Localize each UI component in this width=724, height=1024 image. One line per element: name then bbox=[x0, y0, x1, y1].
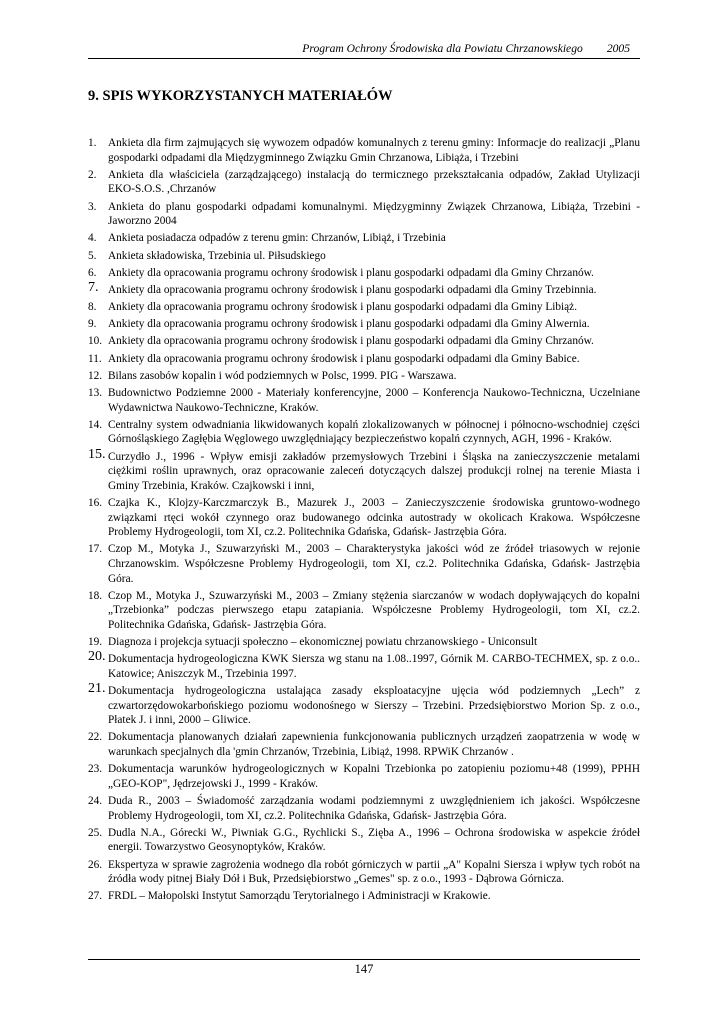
running-header bbox=[88, 42, 640, 55]
reference-text: FRDL – Małopolski Instytut Samorządu Terytorialnego i Administracji w Krakowie. bbox=[108, 890, 491, 903]
reference-text: Czajka K., Klojzy-Karczmarczyk B., Mazurek J., 2003 – Zanieczyszczenie środowiska gruntowo-wodnego związkami rtęci wokół czynnego oraz budowanego odcinka autostrady w okolicach Krakowa. Współczesne Problemy Hydrogeologii, tom XI, cz.2. Politechnika Gdańska, Gdańsk- Jastrzębia Góra. bbox=[108, 496, 640, 539]
reference-text: Czop M., Motyka J., Szuwarzyński M., 2003 – Zmiany stężenia siarczanów w wodach dopływających do kopalni „Trzebionka” podczas pierwszego etapu zatapiania. Współczesne Problemy Hydrogeologii, tom XI, cz.2. Politechnika Gdańska, Gdańsk- Jastrzębia Góra. bbox=[108, 589, 640, 631]
reference-number: 5. bbox=[88, 249, 97, 262]
reference-item bbox=[88, 266, 640, 281]
reference-item bbox=[88, 681, 640, 728]
reference-item bbox=[88, 542, 640, 586]
reference-number: 13. bbox=[88, 387, 103, 400]
reference-text: Duda R., 2003 – Świadomość zarządzania wodami podziemnymi z uwzględnieniem ich jakości. Współczesne Problemy Hydrogeologii, tom XI, cz.2. Politechnika Gdańska, Gdańsk- Jastrzębia Góra. bbox=[108, 795, 640, 822]
reference-item bbox=[88, 649, 640, 681]
reference-text: Czop M., Motyka J., Szuwarzyński M., 2003 – Charakterystyka jakości wód ze źródeł triasowych w rejonie Chrzanowskim. Współczesne Problemy Hydrogeologii, tom XI, cz.2. Politechnika Gdańska, Gdańsk- Jastrzębia Góra. bbox=[108, 543, 640, 585]
reference-item bbox=[88, 249, 640, 264]
reference-item bbox=[88, 352, 640, 367]
reference-item bbox=[88, 730, 640, 759]
reference-text: Dokumentacja hydrogeologiczna KWK Siersza wg stanu na 1.08..1997, Górnik M. CARBO-TECHMEX, sp. z o.o.. Katowice; Aniszczyk M., Trzebinia 1997. bbox=[108, 653, 640, 680]
reference-text: Dudla N.A., Górecki W., Piwniak G.G., Rychlicki S., Zięba A., 1996 – Ochrona środowiska w aspekcie źródeł energii. Towarzystwo Geosynoptyków, Kraków. bbox=[108, 826, 640, 854]
reference-item bbox=[88, 589, 640, 633]
reference-item bbox=[88, 889, 640, 904]
reference-number: 4. bbox=[88, 232, 97, 245]
reference-number: 25. bbox=[88, 826, 103, 839]
reference-number: 15. bbox=[88, 446, 106, 462]
header-title: Program Ochrony Środowiska dla Powiatu Chrzanowskiego bbox=[302, 42, 583, 55]
reference-list bbox=[88, 136, 640, 907]
reference-number: 18. bbox=[88, 589, 103, 602]
section-title: 9. SPIS WYKORZYSTANYCH MATERIAŁÓW bbox=[88, 88, 393, 104]
reference-number: 9. bbox=[88, 318, 97, 331]
reference-text: Dokumentacja hydrogeologiczna ustalająca zasady eksploatacyjne ujęcia wód podziemnych „Lech” z czwartorzędowokarbońskiego poziomu wodonośnego w Sierszy – Trzebini. Przedsiębiorstwo Morion Sp. z o.o., Płatek J. i inni, 2000 – Gliwice. bbox=[108, 685, 640, 727]
reference-item bbox=[88, 418, 640, 447]
header-year: 2005 bbox=[606, 42, 630, 55]
reference-number: 22. bbox=[88, 731, 103, 744]
reference-item bbox=[88, 858, 640, 887]
reference-number: 1. bbox=[88, 137, 97, 149]
reference-number: 19. bbox=[88, 636, 103, 649]
reference-text: Ankieta dla firm zajmujących się wywozem odpadów komunalnych z terenu gminy: Informacje do realizacji „Planu gospodarki odpadami dla Międzygminnego Związku Gmin Chrzanowa, Libiąża, i Trzebini bbox=[108, 137, 640, 164]
reference-text: Dokumentacja warunków hydrogeologicznych w Kopalni Trzebionka po zatopieniu poziomu+48 (1999), PPHH „GEO-KOP", Jędrzejowski J., 1999 - Kraków. bbox=[108, 763, 640, 790]
reference-item bbox=[88, 334, 640, 349]
reference-text: Diagnoza i projekcja sytuacji społeczno – ekonomicznej powiatu chrzanowskiego - Uniconsult bbox=[108, 636, 538, 649]
reference-number: 17. bbox=[88, 543, 103, 556]
reference-text: Ankieta dla właściciela (zarządzającego) instalacją do termicznego przekształcania odpadów, Zakład Utylizacji EKO-S.O.S. ,Chrzanów bbox=[108, 168, 640, 196]
reference-item bbox=[88, 446, 640, 494]
reference-number: 14. bbox=[88, 418, 103, 431]
reference-text: Curzydło J., 1996 - Wpływ emisji zakładów przemysłowych Trzebini i Śląska na zanieczyszczenie metalami ciężkimi roślin uprawnych, oraz opracowanie zaleceń dotyczących dalszej produkcji rolnej na terenie Miasta i Gminy Trzebinia, Kraków. Czajkowski i inni, bbox=[108, 450, 640, 492]
reference-number: 12. bbox=[88, 369, 103, 382]
reference-item bbox=[88, 386, 640, 415]
reference-item bbox=[88, 794, 640, 823]
reference-text: Budownictwo Podziemne 2000 - Materiały konferencyjne, 2000 – Konferencja Naukowo-Techniczna, Uczelniane Wydawnictwa Naukowo-Techniczne, Kraków. bbox=[108, 387, 640, 414]
reference-text: Ankiety dla opracowania programu ochrony środowisk i planu gospodarki odpadami dla Gminy Babice. bbox=[108, 352, 580, 365]
reference-text: Ankiety dla opracowania programu ochrony środowisk i planu gospodarki odpadami dla Gminy Libiąż. bbox=[108, 301, 578, 314]
reference-number: 8. bbox=[88, 301, 97, 314]
reference-item bbox=[88, 300, 640, 315]
reference-text: Ankieta składowiska, Trzebinia ul. Piłsudskiego bbox=[108, 249, 326, 262]
reference-number: 3. bbox=[88, 200, 97, 213]
reference-text: Ankiety dla opracowania programu ochrony środowisk i planu gospodarki odpadami dla Gminy Alwernia. bbox=[108, 318, 590, 331]
reference-text: Ekspertyza w sprawie zagrożenia wodnego dla robót górniczych w partii „A" Kopalni Siersza i wpływ tych robót na źródła wody pitnej Biały Dół i Buk, Przedsiębiorstwo „Gemes" sp. z o.o., 1993 - Dąbrowa Górnicza. bbox=[108, 858, 640, 886]
reference-number: 6. bbox=[88, 266, 97, 279]
reference-number: 7. bbox=[88, 279, 99, 295]
reference-text: Bilans zasobów kopalin i wód podziemnych w Polsc, 1999. PIG - Warszawa. bbox=[108, 369, 457, 382]
reference-number: 10. bbox=[88, 335, 103, 348]
reference-item bbox=[88, 200, 640, 229]
reference-text: Ankiety dla opracowania programu ochrony środowisk i planu gospodarki odpadami dla Gminy Chrzanów. bbox=[108, 266, 594, 279]
reference-item bbox=[88, 762, 640, 791]
reference-item bbox=[88, 136, 640, 165]
reference-item bbox=[88, 635, 640, 650]
reference-number: 11. bbox=[88, 352, 102, 365]
reference-text: Dokumentacja planowanych działań zapewnienia funkcjonowania publicznych urządzeń zaopatrzenia w wodę w warunkach specjalnych dla 'gmin Chrzanów, Trzebinia, Libiąż, 1998. RPWiK Chrzanów . bbox=[108, 731, 640, 759]
reference-number: 2. bbox=[88, 168, 97, 181]
reference-text: Centralny system odwadniania likwidowanych kopalń zlokalizowanych w północnej i północno-wschodniej części Górnośląskiego Zagłębia Węglowego uwzględniający bezpieczeństwo kopalń czynnych, AGH, 1996 - Kraków. bbox=[108, 418, 640, 446]
reference-item bbox=[88, 369, 640, 384]
reference-number: 20. bbox=[88, 649, 106, 665]
reference-text: Ankieta posiadacza odpadów z terenu gmin: Chrzanów, Libiąż, i Trzebinia bbox=[108, 232, 446, 245]
reference-number: 24. bbox=[88, 795, 103, 807]
reference-item bbox=[88, 231, 640, 246]
reference-text: Ankieta do planu gospodarki odpadami komunalnymi. Międzygminny Związek Chrzanowa, Libiąża, Trzebini - Jaworzno 2004 bbox=[108, 200, 640, 228]
header-rule bbox=[88, 58, 640, 59]
reference-item bbox=[88, 826, 640, 855]
reference-text: Ankiety dla opracowania programu ochrony środowisk i planu gospodarki odpadami dla Gminy Chrzanów. bbox=[108, 335, 594, 348]
reference-number: 21. bbox=[88, 681, 106, 697]
reference-text: Ankiety dla opracowania programu ochrony środowisk i planu gospodarki odpadami dla Gminy Trzebinnia. bbox=[108, 283, 597, 296]
reference-item bbox=[88, 279, 640, 298]
reference-number: 16. bbox=[88, 496, 103, 509]
reference-number: 27. bbox=[88, 890, 103, 903]
reference-item bbox=[88, 496, 640, 540]
reference-item bbox=[88, 317, 640, 332]
reference-item bbox=[88, 168, 640, 197]
reference-number: 26. bbox=[88, 858, 103, 871]
footer-rule bbox=[88, 959, 640, 960]
reference-number: 23. bbox=[88, 763, 103, 776]
page-number: 147 bbox=[354, 962, 374, 976]
